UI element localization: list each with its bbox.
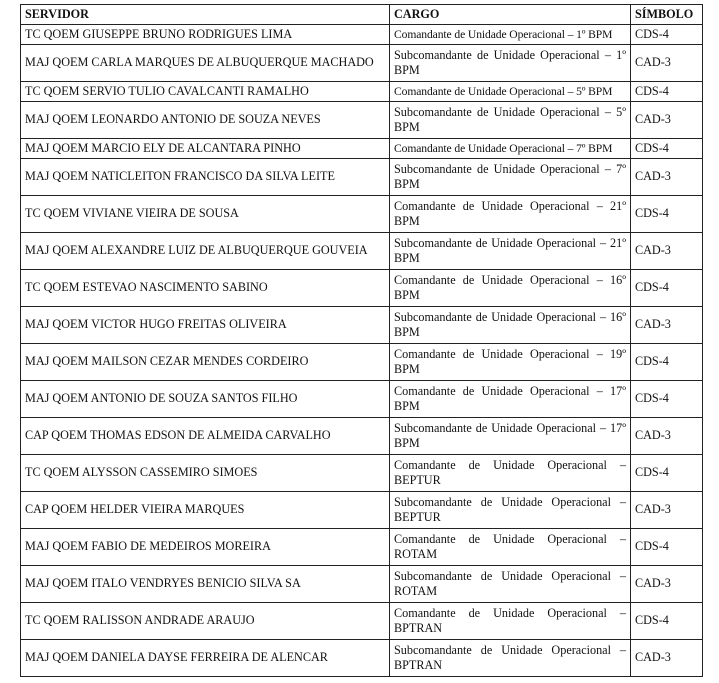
simbolo-cell: CDS-4: [631, 270, 703, 307]
servidor-cell: MAJ QOEM ITALO VENDRYES BENICIO SILVA SA: [21, 566, 390, 603]
cargo-cell: Comandante de Unidade Operacional – BEPTUR: [390, 455, 631, 492]
simbolo-cell: CAD-3: [631, 159, 703, 196]
simbolo-cell: CAD-3: [631, 640, 703, 677]
cargo-cell: Subcomandante de Unidade Operacional – 21º BPM: [390, 233, 631, 270]
table-row: [21, 45, 703, 82]
cargo-cell: Comandante de Unidade Operacional – 17º BPM: [390, 381, 631, 418]
cargo-cell: Comandante de Unidade Operacional – BPTRAN: [390, 603, 631, 640]
simbolo-cell: CDS-4: [631, 603, 703, 640]
table-row: [21, 381, 703, 418]
simbolo-cell: CDS-4: [631, 196, 703, 233]
cargo-cell: Subcomandante de Unidade Operacional – BEPTUR: [390, 492, 631, 529]
cargo-cell: Subcomandante de Unidade Operacional – 5º BPM: [390, 102, 631, 139]
servidor-cell: MAJ QOEM CARLA MARQUES DE ALBUQUERQUE MACHADO: [21, 45, 390, 82]
table-row: [21, 270, 703, 307]
servidor-cell: MAJ QOEM MAILSON CEZAR MENDES CORDEIRO: [21, 344, 390, 381]
simbolo-cell: CDS-4: [631, 25, 703, 45]
cargo-cell: Subcomandante de Unidade Operacional – 17º BPM: [390, 418, 631, 455]
servidor-cell: MAJ QOEM VICTOR HUGO FREITAS OLIVEIRA: [21, 307, 390, 344]
header-row: [21, 5, 703, 25]
servidor-cell: TC QOEM GIUSEPPE BRUNO RODRIGUES LIMA: [21, 25, 390, 45]
servidor-cell: CAP QOEM HELDER VIEIRA MARQUES: [21, 492, 390, 529]
simbolo-cell: CAD-3: [631, 233, 703, 270]
table-row: [21, 566, 703, 603]
simbolo-cell: CDS-4: [631, 139, 703, 159]
cargo-cell: Comandante de Unidade Operacional – 16º BPM: [390, 270, 631, 307]
cargo-cell: Subcomandante de Unidade Operacional – BPTRAN: [390, 640, 631, 677]
simbolo-cell: CAD-3: [631, 566, 703, 603]
simbolo-cell: CAD-3: [631, 102, 703, 139]
servidor-cell: TC QOEM ESTEVAO NASCIMENTO SABINO: [21, 270, 390, 307]
table-row: [21, 139, 703, 159]
table-row: [21, 233, 703, 270]
header-cargo: CARGO: [390, 5, 631, 25]
simbolo-cell: CDS-4: [631, 455, 703, 492]
cargo-cell: Comandante de Unidade Operacional – 21º BPM: [390, 196, 631, 233]
simbolo-cell: CAD-3: [631, 418, 703, 455]
simbolo-cell: CAD-3: [631, 45, 703, 82]
header-simbolo: SÍMBOLO: [631, 5, 703, 25]
table-row: [21, 418, 703, 455]
cargo-cell: Comandante de Unidade Operacional – ROTAM: [390, 529, 631, 566]
servidor-cell: MAJ QOEM DANIELA DAYSE FERREIRA DE ALENCAR: [21, 640, 390, 677]
servidor-cell: MAJ QOEM ALEXANDRE LUIZ DE ALBUQUERQUE GOUVEIA: [21, 233, 390, 270]
cargo-cell: Subcomandante de Unidade Operacional – 16º BPM: [390, 307, 631, 344]
table-row: [21, 603, 703, 640]
simbolo-cell: CDS-4: [631, 381, 703, 418]
simbolo-cell: CAD-3: [631, 307, 703, 344]
table-row: [21, 529, 703, 566]
document-page: [20, 4, 703, 677]
simbolo-cell: CDS-4: [631, 82, 703, 102]
header-servidor: SERVIDOR: [21, 5, 390, 25]
table-row: [21, 307, 703, 344]
table-row: [21, 159, 703, 196]
simbolo-cell: CAD-3: [631, 492, 703, 529]
table-row: [21, 25, 703, 45]
servidor-cell: CAP QOEM THOMAS EDSON DE ALMEIDA CARVALHO: [21, 418, 390, 455]
table-row: [21, 102, 703, 139]
table-row: [21, 640, 703, 677]
servidor-cell: MAJ QOEM NATICLEITON FRANCISCO DA SILVA LEITE: [21, 159, 390, 196]
servidor-cell: MAJ QOEM MARCIO ELY DE ALCANTARA PINHO: [21, 139, 390, 159]
cargo-cell: Comandante de Unidade Operacional – 1º BPM: [390, 25, 631, 45]
cargo-cell: Subcomandante de Unidade Operacional – 1º BPM: [390, 45, 631, 82]
servidor-cell: TC QOEM ALYSSON CASSEMIRO SIMOES: [21, 455, 390, 492]
servidor-cell: TC QOEM RALISSON ANDRADE ARAUJO: [21, 603, 390, 640]
servidor-cell: MAJ QOEM LEONARDO ANTONIO DE SOUZA NEVES: [21, 102, 390, 139]
table-row: [21, 492, 703, 529]
servidor-cell: TC QOEM SERVIO TULIO CAVALCANTI RAMALHO: [21, 82, 390, 102]
table-row: [21, 344, 703, 381]
servidor-cell: TC QOEM VIVIANE VIEIRA DE SOUSA: [21, 196, 390, 233]
cargo-cell: Subcomandante de Unidade Operacional – 7º BPM: [390, 159, 631, 196]
simbolo-cell: CDS-4: [631, 529, 703, 566]
cargo-cell: Subcomandante de Unidade Operacional – ROTAM: [390, 566, 631, 603]
servidores-table: [20, 4, 703, 677]
simbolo-cell: CDS-4: [631, 344, 703, 381]
servidor-cell: MAJ QOEM ANTONIO DE SOUZA SANTOS FILHO: [21, 381, 390, 418]
servidor-cell: MAJ QOEM FABIO DE MEDEIROS MOREIRA: [21, 529, 390, 566]
table-row: [21, 455, 703, 492]
cargo-cell: Comandante de Unidade Operacional – 19º BPM: [390, 344, 631, 381]
table-row: [21, 196, 703, 233]
cargo-cell: Comandante de Unidade Operacional – 7º BPM: [390, 139, 631, 159]
cargo-cell: Comandante de Unidade Operacional – 5º BPM: [390, 82, 631, 102]
table-row: [21, 82, 703, 102]
